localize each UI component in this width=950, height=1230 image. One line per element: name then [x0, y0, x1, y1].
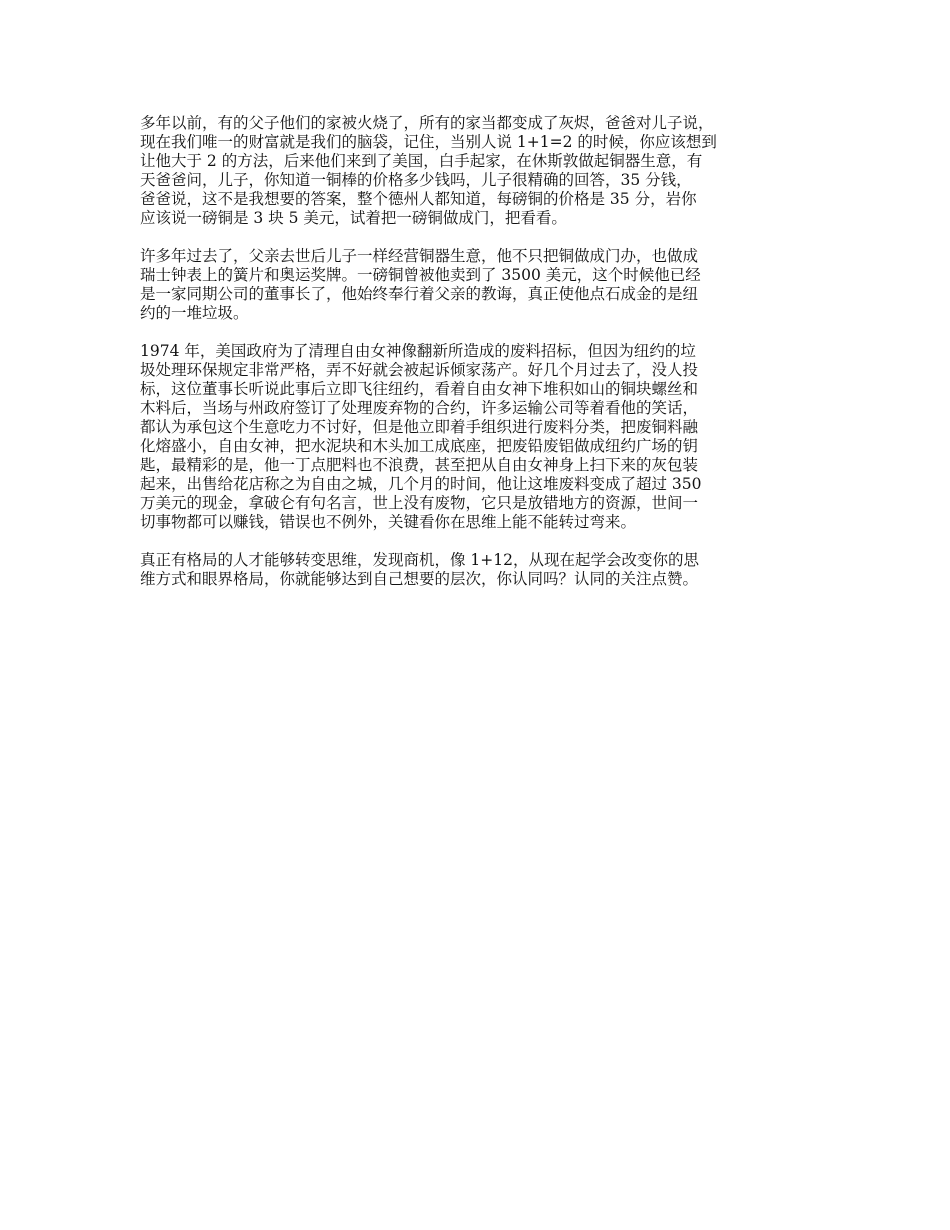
text-line: 化熔盛小，自由女神，把水泥块和木头加工成底座，把废铅废铝做成纽约广场的钥 [140, 437, 699, 455]
text-line: 多年以前，有的父子他们的家被火烧了，所有的家当都变成了灰烬，爸爸对儿子说， [140, 114, 714, 132]
text-line: 1974 年，美国政府为了清理自由女神像翻新所造成的废料招标，但因为纽约的垃 [140, 342, 696, 360]
text-line: 维方式和眼界格局，你就能够达到自己想要的层次，你认同吗？认同的关注点赞。 [140, 570, 699, 588]
text-line: 现在我们唯一的财富就是我们的脑袋，记住，当别人说 1+1=2 的时候，你应该想到 [140, 133, 717, 151]
text-line: 应该说一磅铜是 3 块 5 美元，试着把一磅铜做成门，把看看。 [140, 209, 567, 227]
text-line: 匙，最精彩的是，他一丁点肥料也不浪费，甚至把从自由女神身上扫下来的灰包装 [140, 456, 699, 474]
text-line: 圾处理环保规定非常严格，弄不好就会被起诉倾家荡产。好几个月过去了，没人投 [140, 361, 699, 379]
text-line: 爸爸说，这不是我想要的答案，整个德州人都知道，每磅铜的价格是 35 分，岩你 [140, 190, 697, 208]
text-line: 真正有格局的人才能够转变思维，发现商机，像 1+12，从现在起学会改变你的思 [140, 551, 700, 569]
paragraph-3 [140, 342, 830, 532]
text-line: 许多年过去了，父亲去世后儿子一样经营铜器生意，他不只把铜做成门办，也做成 [140, 247, 699, 265]
text-line: 都认为承包这个生意吃力不讨好，但是他立即着手组织进行废料分类，把废铜料融 [140, 418, 699, 436]
text-line: 让他大于 2 的方法，后来他们来到了美国，白手起家，在休斯敦做起铜器生意，有 [140, 152, 703, 170]
text-line: 起来，出售给花店称之为自由之城，几个月的时间，他让这堆废料变成了超过 350 [140, 475, 702, 493]
paragraph-2 [140, 247, 830, 323]
text-line: 万美元的现金，拿破仑有句名言，世上没有废物，它只是放错地方的资源，世间一 [140, 494, 699, 512]
text-line: 天爸爸问，儿子，你知道一铜棒的价格多少钱吗，儿子很精确的回答，35 分钱， [140, 171, 692, 189]
text-line: 标，这位董事长听说此事后立即飞往纽约，看着自由女神下堆积如山的铜块螺丝和 [140, 380, 699, 398]
paragraph-1 [140, 114, 830, 228]
article-body [140, 114, 830, 608]
text-line: 木料后，当场与州政府签订了处理废弃物的合约，许多运输公司等着看他的笑话， [140, 399, 699, 417]
text-line: 切事物都可以赚钱，错误也不例外，关键看你在思维上能不能转过弯来。 [140, 513, 637, 531]
paragraph-4 [140, 551, 830, 589]
text-line: 瑞士钟表上的簧片和奥运奖牌。一磅铜曾被他卖到了 3500 美元，这个时候他已经 [140, 266, 701, 284]
text-line: 约的一堆垃圾。 [140, 304, 249, 322]
text-line: 是一家同期公司的董事长了，他始终奉行着父亲的教诲，真正使他点石成金的是纽 [140, 285, 699, 303]
